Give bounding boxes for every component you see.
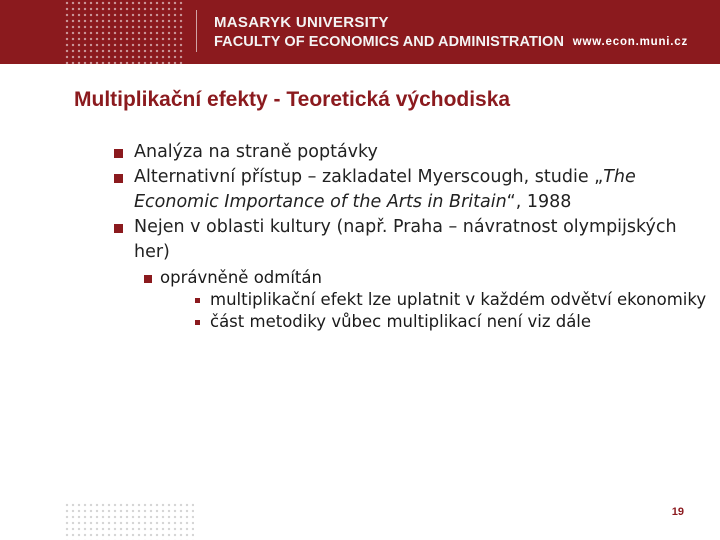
header-divider: [196, 10, 197, 52]
header-banner: [0, 0, 720, 64]
bullet-text-suffix: “, 1988: [506, 192, 572, 212]
bullet-list: [108, 140, 708, 265]
study-title: The Economic Importance of the Arts in Britain: [134, 167, 636, 212]
university-name: MASARYK UNIVERSITY: [214, 14, 389, 31]
bullet-item: [108, 215, 708, 265]
square-bullet-icon: [114, 174, 123, 183]
sub-sub-bullet-item: [190, 311, 708, 333]
faculty-name: FACULTY OF ECONOMICS AND ADMINISTRATION: [214, 34, 565, 50]
square-bullet-icon: [114, 149, 123, 158]
small-square-bullet-icon: [195, 298, 200, 303]
square-bullet-icon: [144, 275, 152, 283]
sub-bullet-text: oprávněně odmítán: [160, 268, 322, 287]
bullet-text: Alternativní přístup – zakladatel Myerscough, studie „: [134, 167, 604, 187]
square-bullet-icon: [114, 224, 123, 233]
small-square-bullet-icon: [195, 320, 200, 325]
university-logo-dots: [64, 0, 184, 64]
sub-sub-bullet-list: [160, 289, 708, 333]
sub-bullet-list: [108, 267, 708, 333]
bullet-item: [108, 140, 708, 165]
page-number: 19: [671, 506, 684, 518]
sub-sub-bullet-item: [190, 289, 708, 311]
bullet-text: Analýza na straně poptávky: [134, 142, 378, 162]
bullet-item: [108, 165, 708, 215]
footer-dot-pattern: [64, 502, 194, 540]
sub-sub-bullet-text: multiplikační efekt lze uplatnit v každém odvětví ekonomiky: [210, 290, 707, 309]
slide-title: Multiplikační efekty - Teoretická východiska: [74, 88, 511, 111]
website-url[interactable]: www.econ.muni.cz: [572, 36, 688, 48]
sub-sub-bullet-text: část metodiky vůbec multiplikací není viz dále: [210, 312, 592, 331]
slide-content: [108, 140, 708, 333]
bullet-text: Nejen v oblasti kultury (např. Praha – návratnost olympijských her): [134, 217, 677, 262]
sub-bullet-item: [136, 267, 708, 333]
